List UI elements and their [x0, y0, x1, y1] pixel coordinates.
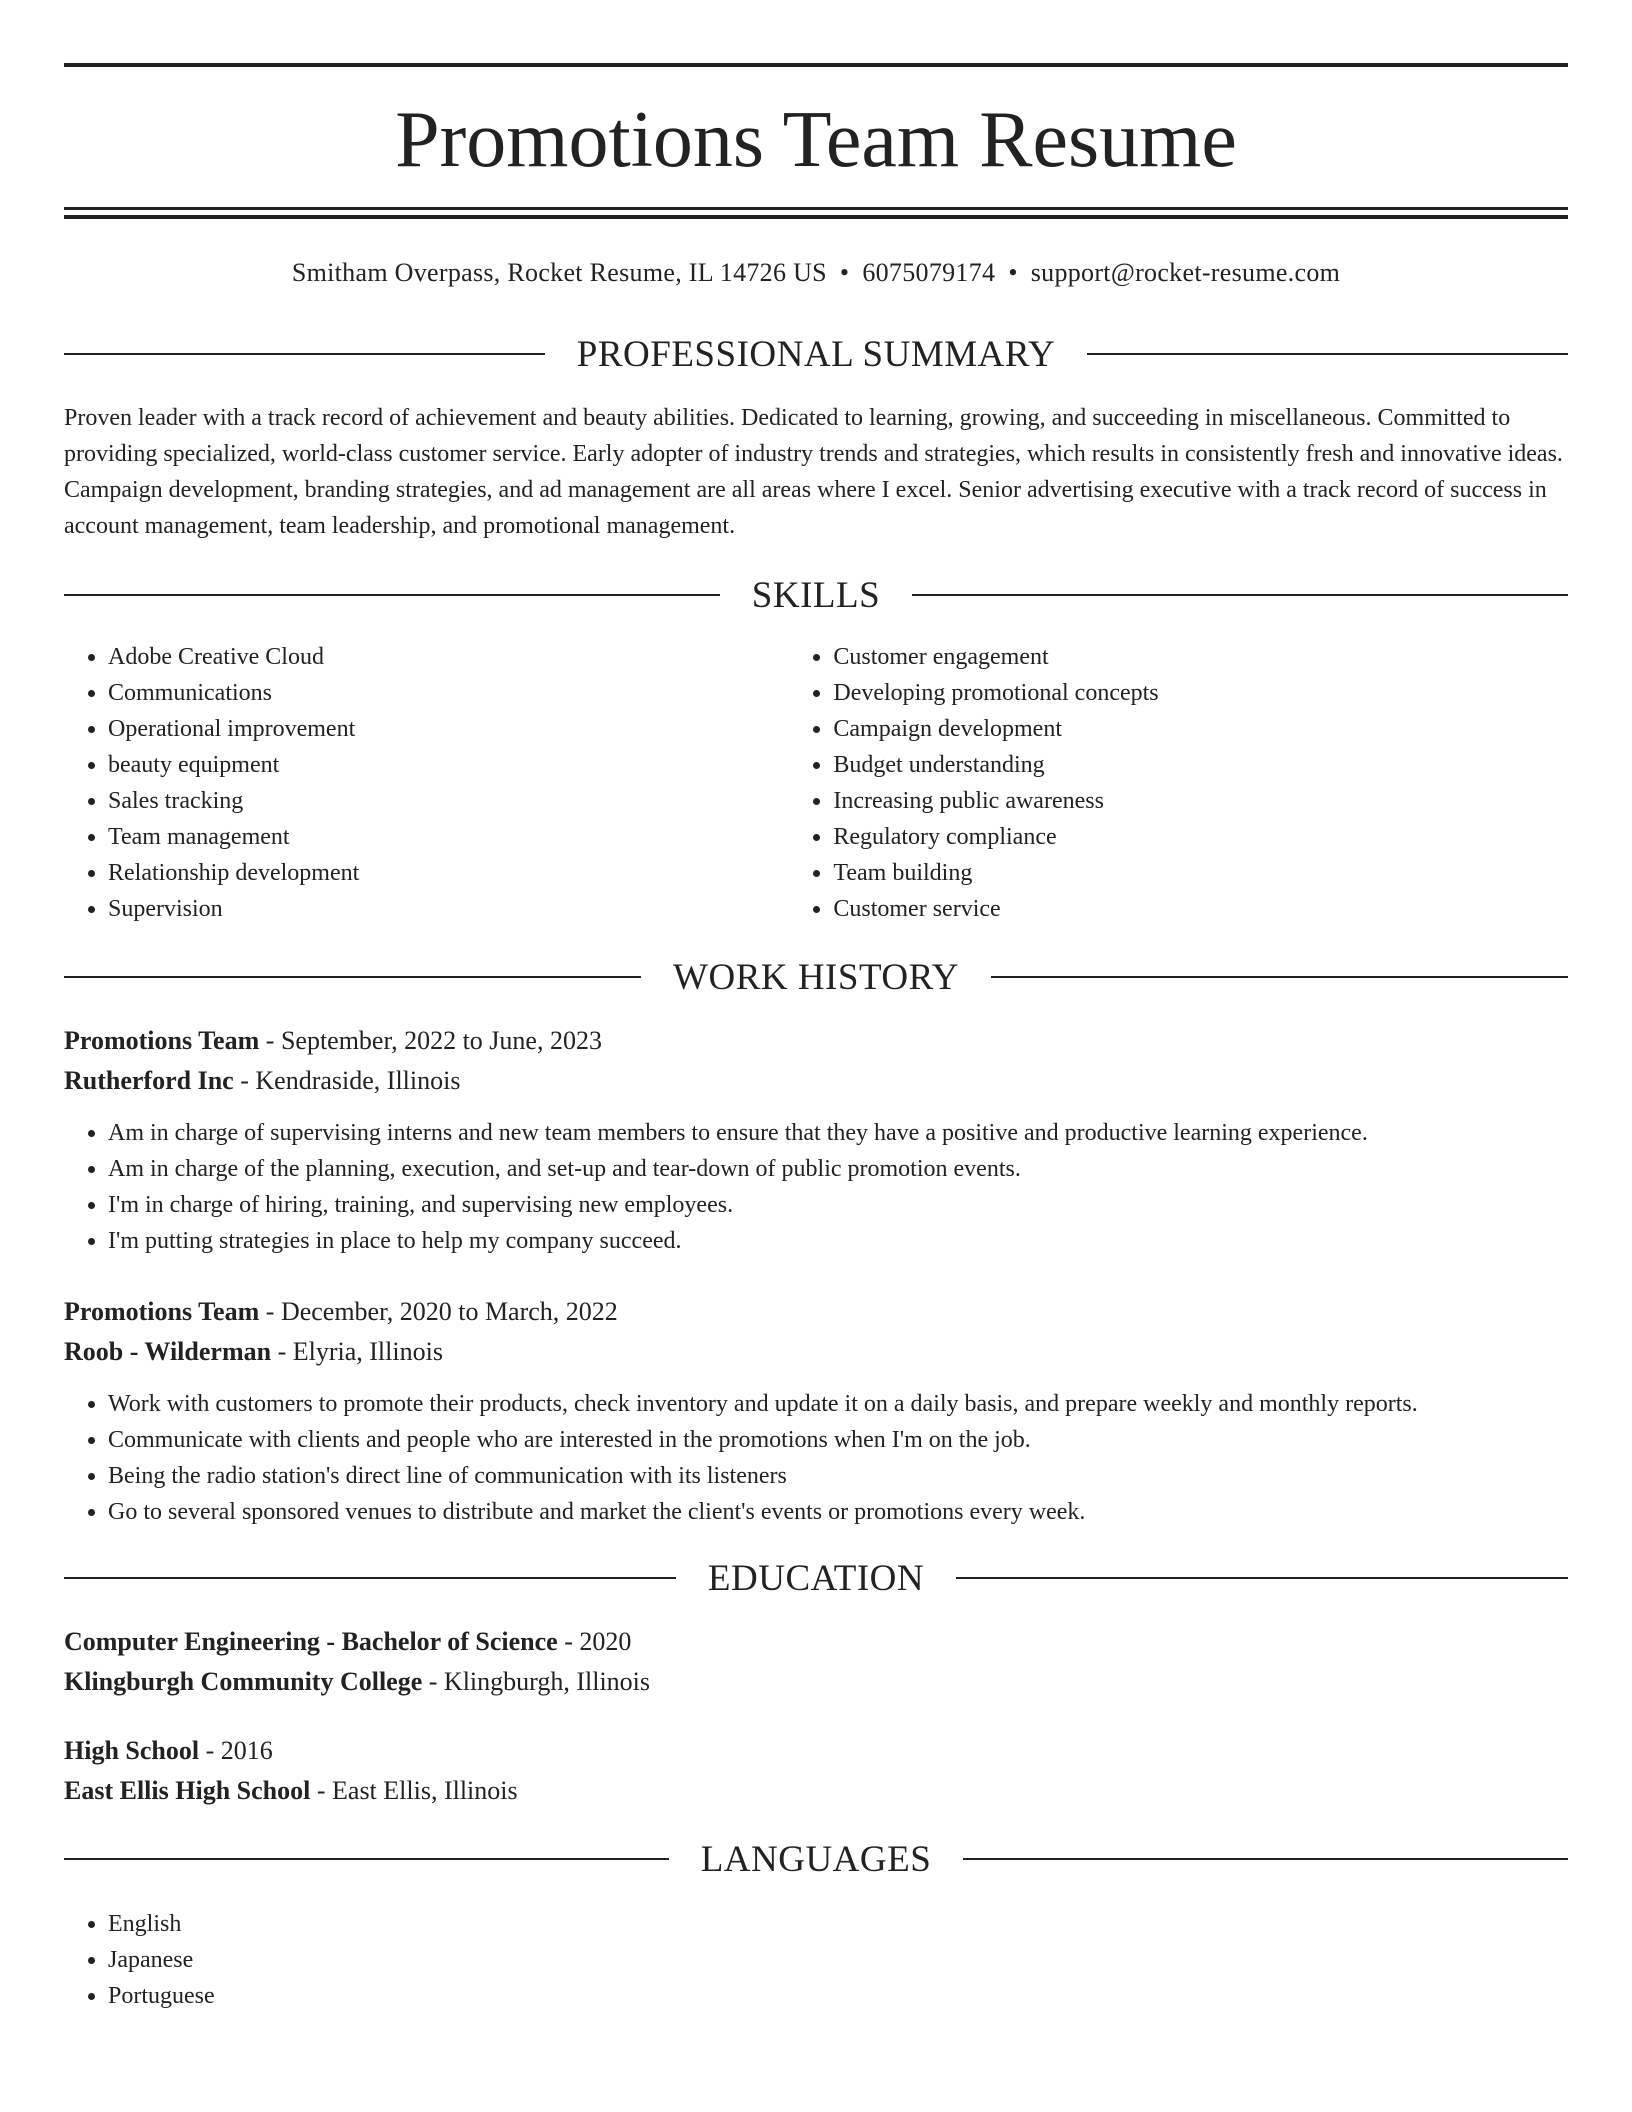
degree: High School	[64, 1736, 200, 1765]
summary-text: Proven leader with a track record of achievement and beauty abilities. Dedicated to learning, growing, and succeeding in miscellaneous. Committed to providing specialized, world-class customer service. Early adopter of industry trends and strategies, which results in consistently fresh and innovative ideas. Campaign development, branding strategies, and ad management are all areas where I excel. Senior advertising executive with a track record of success in account management, team leadership, and promotional management.	[64, 405, 1563, 539]
language-item: • Japanese	[108, 1942, 215, 1978]
skill-item: • Supervision	[108, 891, 789, 927]
skill-item: • Customer service	[833, 891, 1568, 927]
degree-line: Computer Engineering - Bachelor of Science - 2020	[64, 1627, 632, 1656]
skills-title: SKILLS	[751, 574, 881, 616]
heading-rule	[64, 594, 720, 596]
job-bullet: • Am in charge of the planning, execution, and set-up and tear-down of public promotion events.	[108, 1151, 1568, 1187]
skill-item: • beauty equipment	[108, 747, 789, 783]
job-title-line: Promotions Team - September, 2022 to June, 2023	[64, 1026, 602, 1055]
job-company: Rutherford Inc	[64, 1066, 234, 1095]
education-entry	[64, 1731, 1568, 1811]
skill-item: • Regulatory compliance	[833, 819, 1568, 855]
summary-heading	[64, 331, 1568, 377]
language-item: • English	[108, 1906, 215, 1942]
job-bullet: • I'm in charge of hiring, training, and supervising new employees.	[108, 1187, 1568, 1223]
job-bullet: • Communicate with clients and people who are interested in the promotions when I'm on the job.	[108, 1422, 1568, 1458]
skill-item: • Relationship development	[108, 855, 789, 891]
degree: Computer Engineering - Bachelor of Science	[64, 1627, 558, 1656]
title-rule-bottom	[64, 215, 1568, 219]
degree-year: 2020	[579, 1627, 632, 1656]
skills-column-right	[789, 639, 1568, 927]
heading-rule	[963, 1858, 1568, 1860]
skill-item: • Budget understanding	[833, 747, 1568, 783]
job-bullet: • Go to several sponsored venues to distribute and market the client's events or promotions every week.	[108, 1494, 1568, 1530]
languages-title: LANGUAGES	[700, 1838, 932, 1880]
job-bullets	[64, 1115, 1568, 1259]
job-bullet: • I'm putting strategies in place to help my company succeed.	[108, 1223, 1568, 1259]
job-title: Promotions Team	[64, 1026, 260, 1055]
job-dates: September, 2022 to June, 2023	[280, 1026, 602, 1055]
contact-phone: 6075079174	[862, 258, 996, 287]
school-line: East Ellis High School - East Ellis, Illinois	[64, 1776, 518, 1805]
job-title-line: Promotions Team - December, 2020 to March, 2022	[64, 1297, 618, 1326]
skill-item: • Increasing public awareness	[833, 783, 1568, 819]
skill-item: • Customer engagement	[833, 639, 1568, 675]
job-dates: December, 2020 to March, 2022	[280, 1297, 618, 1326]
top-rule	[64, 63, 1568, 67]
job-company-line: Roob - Wilderman - Elyria, Illinois	[64, 1337, 443, 1366]
summary-title: PROFESSIONAL SUMMARY	[576, 333, 1056, 375]
job-location: Kendraside, Illinois	[255, 1066, 461, 1095]
resume-title: Promotions Team Resume	[395, 96, 1237, 184]
languages-list	[64, 1906, 215, 2014]
job-bullet: • Work with customers to promote their products, check inventory and update it on a daily basis, and prepare weekly and monthly reports.	[108, 1386, 1568, 1422]
job-bullets	[64, 1386, 1568, 1530]
work-title: WORK HISTORY	[673, 956, 959, 998]
skill-item: • Campaign development	[833, 711, 1568, 747]
skills-list	[64, 639, 1568, 927]
skill-item: • Team building	[833, 855, 1568, 891]
heading-rule	[912, 594, 1568, 596]
job-bullet: • Being the radio station's direct line of communication with its listeners	[108, 1458, 1568, 1494]
contact-separator: •	[1008, 258, 1018, 287]
skills-heading	[64, 572, 1568, 618]
work-entry	[64, 1292, 1568, 1530]
school-line: Klingburgh Community College - Klingburgh, Illinois	[64, 1667, 651, 1696]
title-rule-top	[64, 207, 1568, 210]
contact-address: Smitham Overpass, Rocket Resume, IL 14726 US	[291, 258, 827, 287]
degree-line: High School - 2016	[64, 1736, 273, 1765]
job-bullet: • Am in charge of supervising interns and new team members to ensure that they have a positive and productive learning experience.	[108, 1115, 1568, 1151]
school: East Ellis High School	[64, 1776, 311, 1805]
heading-rule	[64, 976, 641, 978]
job-title: Promotions Team	[64, 1297, 260, 1326]
skill-item: • Communications	[108, 675, 789, 711]
skill-item: • Sales tracking	[108, 783, 789, 819]
heading-rule	[64, 1858, 669, 1860]
education-title: EDUCATION	[707, 1557, 925, 1599]
language-item: • Portuguese	[108, 1978, 215, 2014]
skill-item: • Team management	[108, 819, 789, 855]
work-entry	[64, 1021, 1568, 1259]
degree-year: 2016	[220, 1736, 273, 1765]
skills-column-left	[64, 639, 789, 927]
education-heading	[64, 1555, 1568, 1601]
contact-line	[64, 255, 1568, 291]
job-location: Elyria, Illinois	[292, 1337, 443, 1366]
contact-separator: •	[839, 258, 850, 287]
heading-rule	[956, 1577, 1568, 1579]
school-location: East Ellis, Illinois	[332, 1776, 518, 1805]
heading-rule	[64, 1577, 676, 1579]
education-entry	[64, 1622, 1568, 1702]
job-company-line: Rutherford Inc - Kendraside, Illinois	[64, 1066, 461, 1095]
skill-item: • Developing promotional concepts	[833, 675, 1568, 711]
heading-rule	[991, 976, 1568, 978]
languages-heading	[64, 1836, 1568, 1882]
heading-rule	[64, 353, 545, 355]
contact-email: support@rocket-resume.com	[1030, 258, 1341, 287]
heading-rule	[1087, 353, 1568, 355]
school-location: Klingburgh, Illinois	[443, 1667, 651, 1696]
skill-item: • Adobe Creative Cloud	[108, 639, 789, 675]
work-heading	[64, 954, 1568, 1000]
skill-item: • Operational improvement	[108, 711, 789, 747]
school: Klingburgh Community College	[64, 1667, 423, 1696]
job-company: Roob - Wilderman	[64, 1337, 272, 1366]
